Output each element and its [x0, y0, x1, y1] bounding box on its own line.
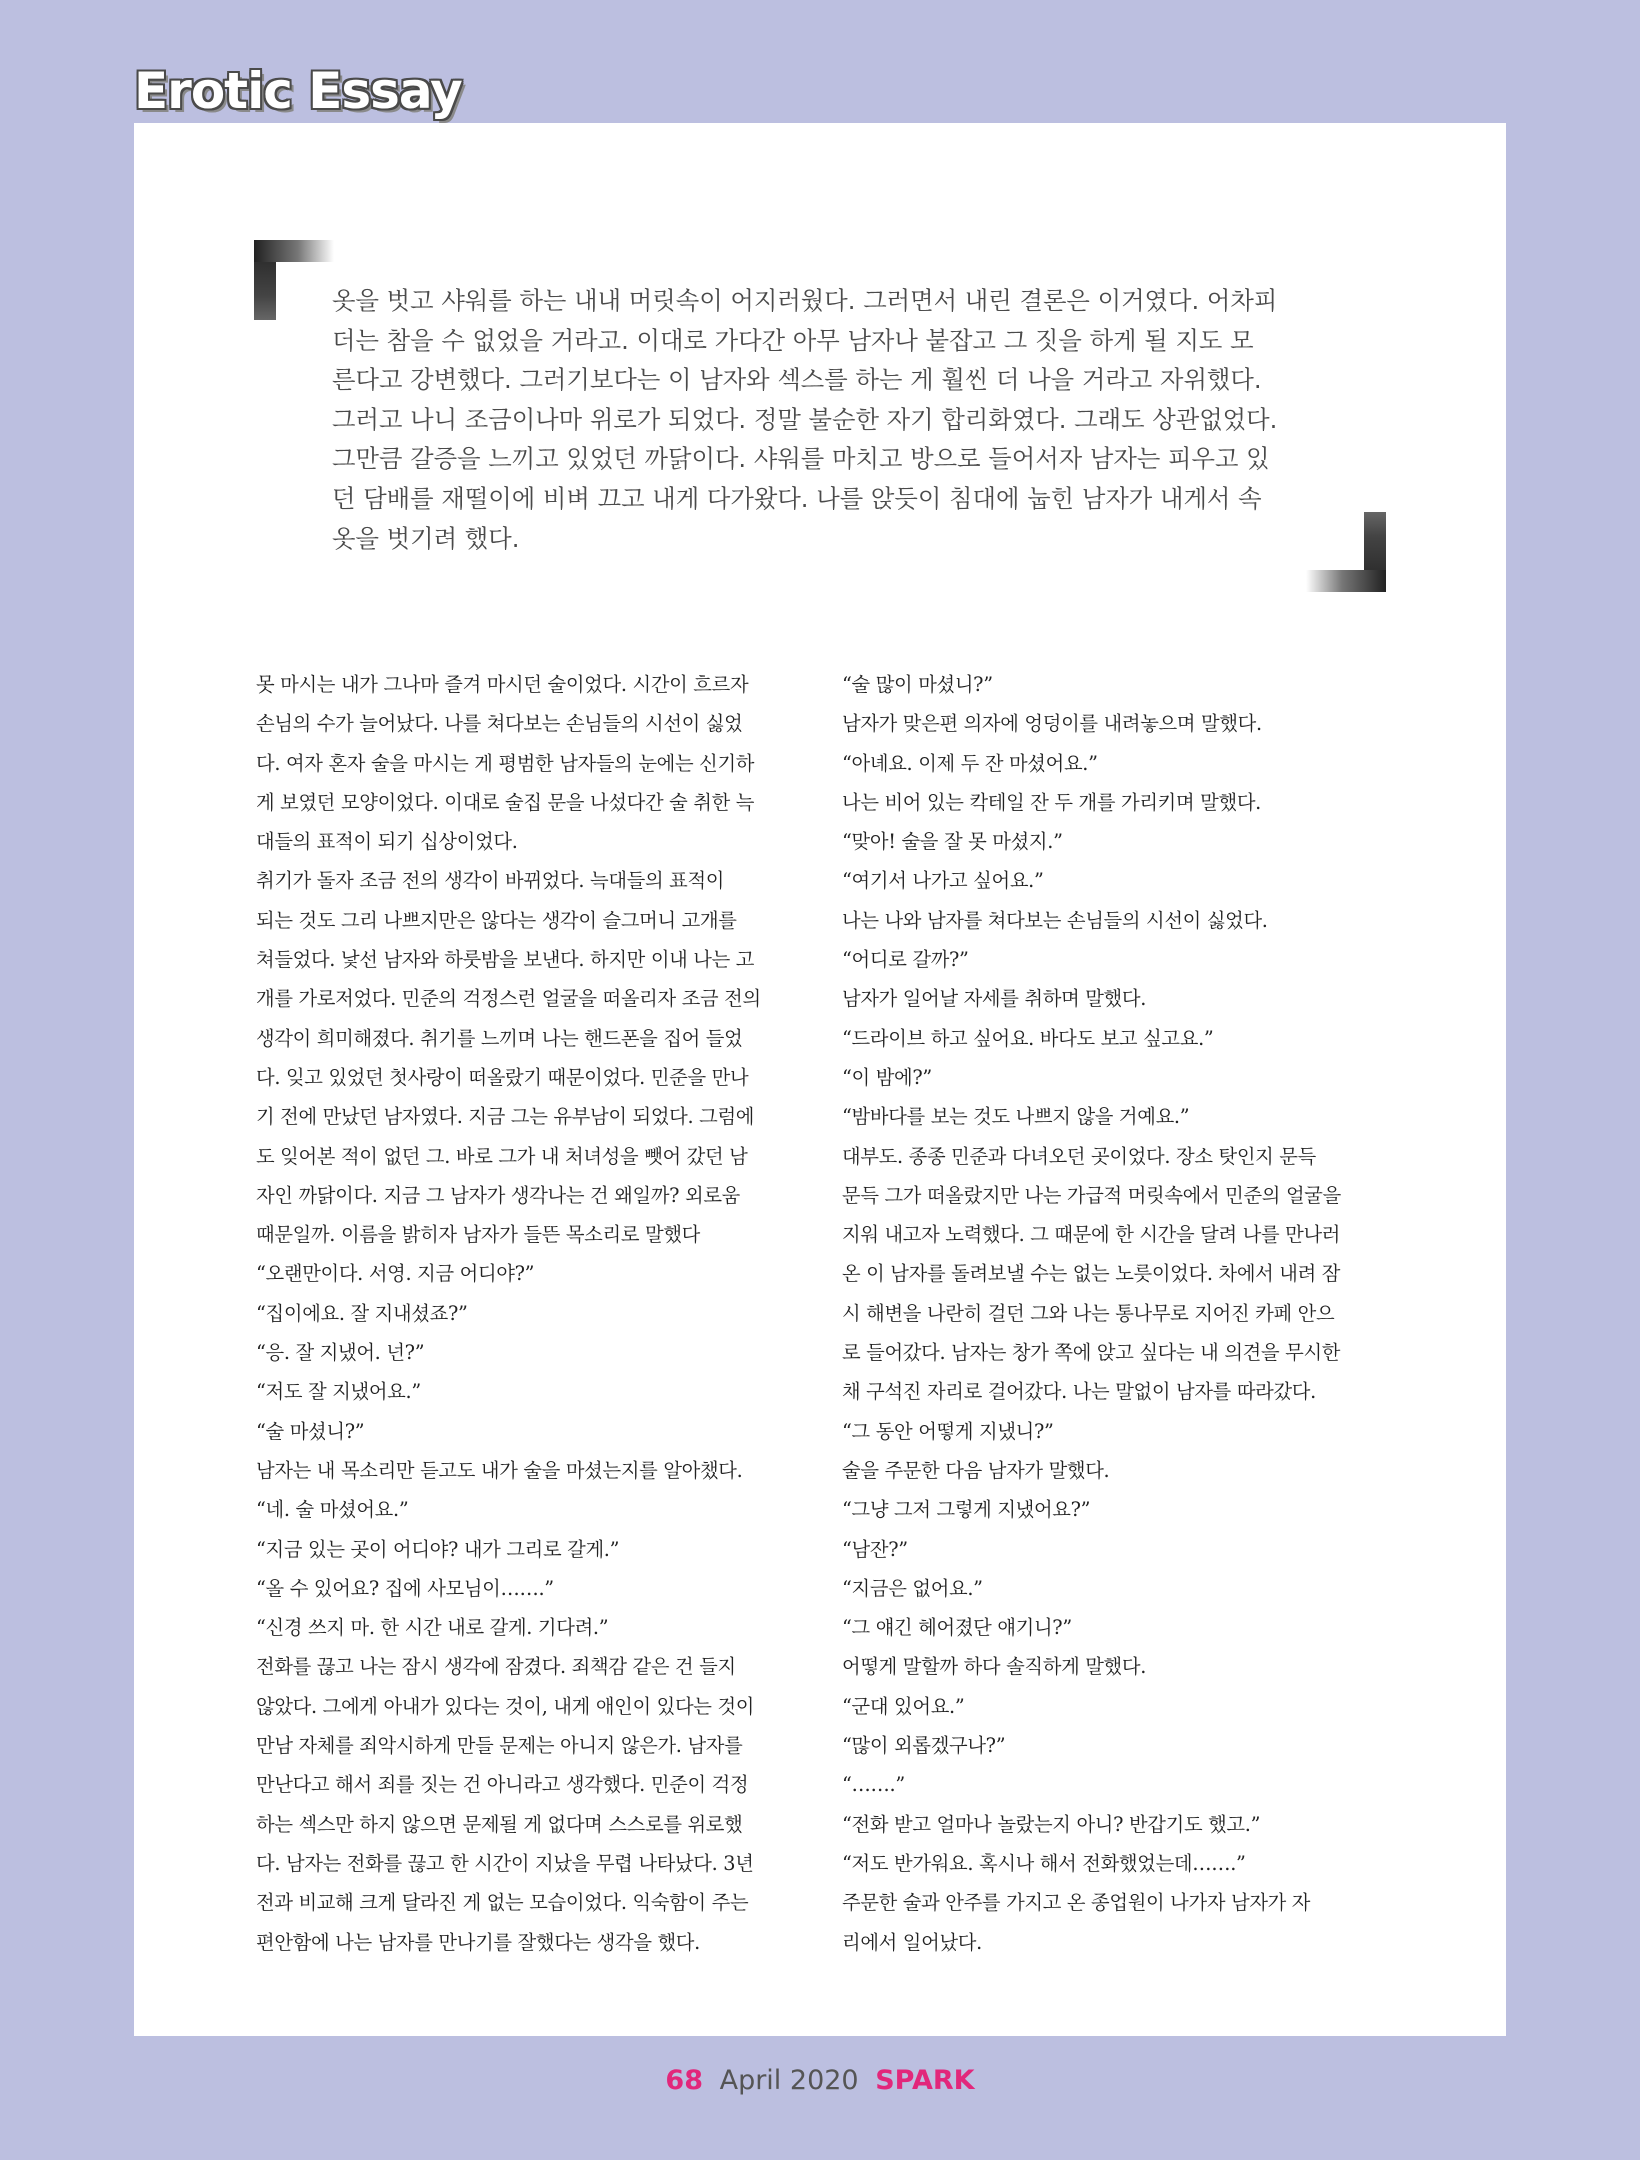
text-line: “신경 쓰지 마. 한 시간 내로 갈게. 기다려.”	[256, 1616, 609, 1640]
text-line: “응. 잘 지냈어. 넌?”	[256, 1341, 425, 1365]
body-column-left	[256, 665, 804, 1962]
text-line: 대부도. 종종 민준과 다녀오던 곳이었다. 장소 탓인지 문득	[842, 1144, 1316, 1168]
text-line: “지금은 없어요.”	[842, 1576, 983, 1600]
pull-quote-line: 그러고 나니 조금이나마 위로가 되었다. 정말 불순한 자기 합리화였다. 그래도 상관없었다.	[332, 404, 1278, 434]
pull-quote-line: 른다고 강변했다. 그러기보다는 이 남자와 섹스를 하는 게 훨씬 더 나을 거라고 자위했다.	[332, 365, 1262, 395]
page-number: 68	[665, 2065, 703, 2096]
pull-quote-line: 옷을 벗고 샤워를 하는 내내 머릿속이 어지러웠다. 그러면서 내린 결론은 이거였다. 어차피	[332, 286, 1278, 315]
text-line: “집이에요. 잘 지내셨죠?”	[256, 1301, 468, 1325]
pull-quote-line: 옷을 벗기려 했다.	[332, 523, 520, 553]
text-line: 나는 비어 있는 칵테일 잔 두 개를 가리키며 말했다.	[842, 790, 1261, 814]
text-line: “술 마셨니?”	[256, 1419, 365, 1443]
text-line: “그 얘긴 헤어졌단 얘기니?”	[842, 1616, 1072, 1640]
text-line: 다. 잊고 있었던 첫사랑이 떠올랐기 때문이었다. 민준을 만나	[256, 1065, 749, 1089]
text-line: 리에서 일어났다.	[842, 1930, 982, 1954]
text-line: “그냥 그저 그렇게 지냈어요?”	[842, 1498, 1091, 1522]
text-line: 못 마시는 내가 그나마 즐겨 마시던 술이었다. 시간이 흐르자	[256, 673, 749, 696]
text-line: “아녜요. 이제 두 잔 마셨어요.”	[842, 751, 1098, 775]
magazine-name: SPARK	[875, 2065, 975, 2096]
text-line: 남자는 내 목소리만 듣고도 내가 술을 마셨는지를 알아챘다.	[256, 1458, 743, 1482]
text-line: “군대 있어요.”	[842, 1694, 965, 1718]
text-line: 지워 내고자 노력했다. 그 때문에 한 시간을 달려 나를 만나러	[842, 1223, 1341, 1247]
text-line: 어떻게 말할까 하다 솔직하게 말했다.	[842, 1655, 1147, 1679]
text-line: 나는 나와 남자를 쳐다보는 손님들의 시선이 싫었다.	[842, 908, 1268, 932]
text-line: “전화 받고 얼마나 놀랐는지 아니? 반갑기도 했고.”	[842, 1812, 1261, 1836]
text-line: 도 잊어본 적이 없던 그. 바로 그가 내 처녀성을 뺏어 갔던 남	[256, 1144, 748, 1168]
pull-quote	[332, 281, 1310, 558]
text-line: “여기서 나가고 싶어요.”	[842, 869, 1044, 893]
text-line: “저도 반가워요. 혹시나 해서 전화했었는데…….”	[842, 1851, 1246, 1875]
text-line: 문득 그가 떠올랐지만 나는 가급적 머릿속에서 민준의 얼굴을	[842, 1183, 1341, 1207]
text-line: 술을 주문한 다음 남자가 말했다.	[842, 1458, 1110, 1482]
text-line: 되는 것도 그리 나쁘지만은 않다는 생각이 슬그머니 고개를	[256, 908, 737, 932]
text-line: 않았다. 그에게 아내가 있다는 것이, 내게 애인이 있다는 것이	[256, 1694, 755, 1718]
text-line: “지금 있는 곳이 어디야? 내가 그리로 갈게.”	[256, 1537, 620, 1561]
text-line: “드라이브 하고 싶어요. 바다도 보고 싶고요.”	[842, 1026, 1214, 1050]
text-line: 개를 가로저었다. 민준의 걱정스런 얼굴을 떠올리자 조금 전의	[256, 987, 761, 1011]
text-line: 때문일까. 이름을 밝히자 남자가 들뜬 목소리로 말했다	[256, 1223, 700, 1247]
open-quote-bracket-icon	[254, 240, 334, 320]
text-line: “네. 술 마셨어요.”	[256, 1498, 409, 1522]
pull-quote-line: 던 담배를 재떨이에 비벼 끄고 내게 다가왔다. 나를 앉듯이 침대에 눕힌 남자가 내게서 속	[332, 483, 1262, 513]
text-line: 만난다고 해서 죄를 짓는 건 아니라고 생각했다. 민준이 걱정	[256, 1773, 749, 1797]
text-line: 대들의 표적이 되기 십상이었다.	[256, 830, 518, 854]
text-line: 손님의 수가 늘어났다. 나를 쳐다보는 손님들의 시선이 싫었	[256, 712, 743, 736]
pull-quote-line: 그만큼 갈증을 느끼고 있었던 까닭이다. 샤워를 마치고 방으로 들어서자 남자는 피우고 있	[332, 444, 1270, 474]
pull-quote-line: 더는 참을 수 없었을 거라고. 이대로 가다간 아무 남자나 붙잡고 그 짓을 하게 될 지도 모	[332, 325, 1254, 355]
text-line: 다. 남자는 전화를 끊고 한 시간이 지났을 무렵 나타났다. 3년	[256, 1851, 754, 1875]
text-line: “그 동안 어떻게 지냈니?”	[842, 1419, 1054, 1443]
text-line: “남잔?”	[842, 1537, 908, 1561]
text-line: “저도 잘 지냈어요.”	[256, 1380, 421, 1404]
text-line: “맞아! 술을 잘 못 마셨지.”	[842, 830, 1063, 854]
text-line: 남자가 맞은편 의자에 엉덩이를 내려놓으며 말했다.	[842, 712, 1262, 736]
text-line: 전과 비교해 크게 달라진 게 없는 모습이었다. 익숙함이 주는	[256, 1891, 749, 1915]
issue-date: April 2020	[719, 2065, 859, 2096]
text-line: “…….”	[842, 1773, 905, 1797]
text-line: 게 보였던 모양이었다. 이대로 술집 문을 나섰다간 술 취한 늑	[256, 790, 755, 814]
text-line: 생각이 희미해졌다. 취기를 느끼며 나는 핸드폰을 집어 들었	[256, 1026, 743, 1050]
body-column-right	[842, 665, 1390, 1962]
text-line: 다. 여자 혼자 술을 마시는 게 평범한 남자들의 눈에는 신기하	[256, 751, 755, 775]
page-footer	[0, 2065, 1640, 2096]
section-title: Erotic Essay	[134, 62, 462, 120]
text-line: “올 수 있어요? 집에 사모님이…….”	[256, 1576, 554, 1600]
text-line: 하는 섹스만 하지 않으면 문제될 게 없다며 스스로를 위로했	[256, 1812, 743, 1836]
text-line: 온 이 남자를 돌려보낼 수는 없는 노릇이었다. 차에서 내려 잠	[842, 1262, 1341, 1286]
text-line: 주문한 술과 안주를 가지고 온 종업원이 나가자 남자가 자	[842, 1891, 1311, 1915]
text-line: “술 많이 마셨니?”	[842, 673, 993, 696]
text-line: “많이 외롭겠구나?”	[842, 1734, 1006, 1758]
text-line: 만남 자체를 죄악시하게 만들 문제는 아니지 않은가. 남자를	[256, 1734, 743, 1758]
text-line: 채 구석진 자리로 걸어갔다. 나는 말없이 남자를 따라갔다.	[842, 1380, 1316, 1404]
text-line: 편안함에 나는 남자를 만나기를 잘했다는 생각을 했다.	[256, 1930, 700, 1954]
text-line: “오랜만이다. 서영. 지금 어디야?”	[256, 1262, 535, 1286]
text-line: “이 밤에?”	[842, 1065, 932, 1089]
text-line: 남자가 일어날 자세를 취하며 말했다.	[842, 987, 1147, 1011]
text-line: 기 전에 만났던 남자였다. 지금 그는 유부남이 되었다. 그럼에	[256, 1105, 755, 1129]
text-line: 전화를 끊고 나는 잠시 생각에 잠겼다. 죄책감 같은 건 들지	[256, 1655, 736, 1679]
text-line: 시 해변을 나란히 걸던 그와 나는 통나무로 지어진 카페 안으	[842, 1301, 1335, 1325]
close-quote-bracket-icon	[1306, 512, 1386, 592]
text-line: 쳐들었다. 낯선 남자와 하룻밤을 보낸다. 하지만 이내 나는 고	[256, 948, 755, 972]
text-line: 자인 까닭이다. 지금 그 남자가 생각나는 건 왜일까? 외로움	[256, 1183, 740, 1207]
text-line: “어디로 갈까?”	[842, 948, 969, 972]
text-line: “밤바다를 보는 것도 나쁘지 않을 거예요.”	[842, 1105, 1190, 1129]
text-line: 로 들어갔다. 남자는 창가 쪽에 앉고 싶다는 내 의견을 무시한	[842, 1341, 1341, 1365]
text-line: 취기가 돌자 조금 전의 생각이 바뀌었다. 늑대들의 표적이	[256, 869, 725, 893]
